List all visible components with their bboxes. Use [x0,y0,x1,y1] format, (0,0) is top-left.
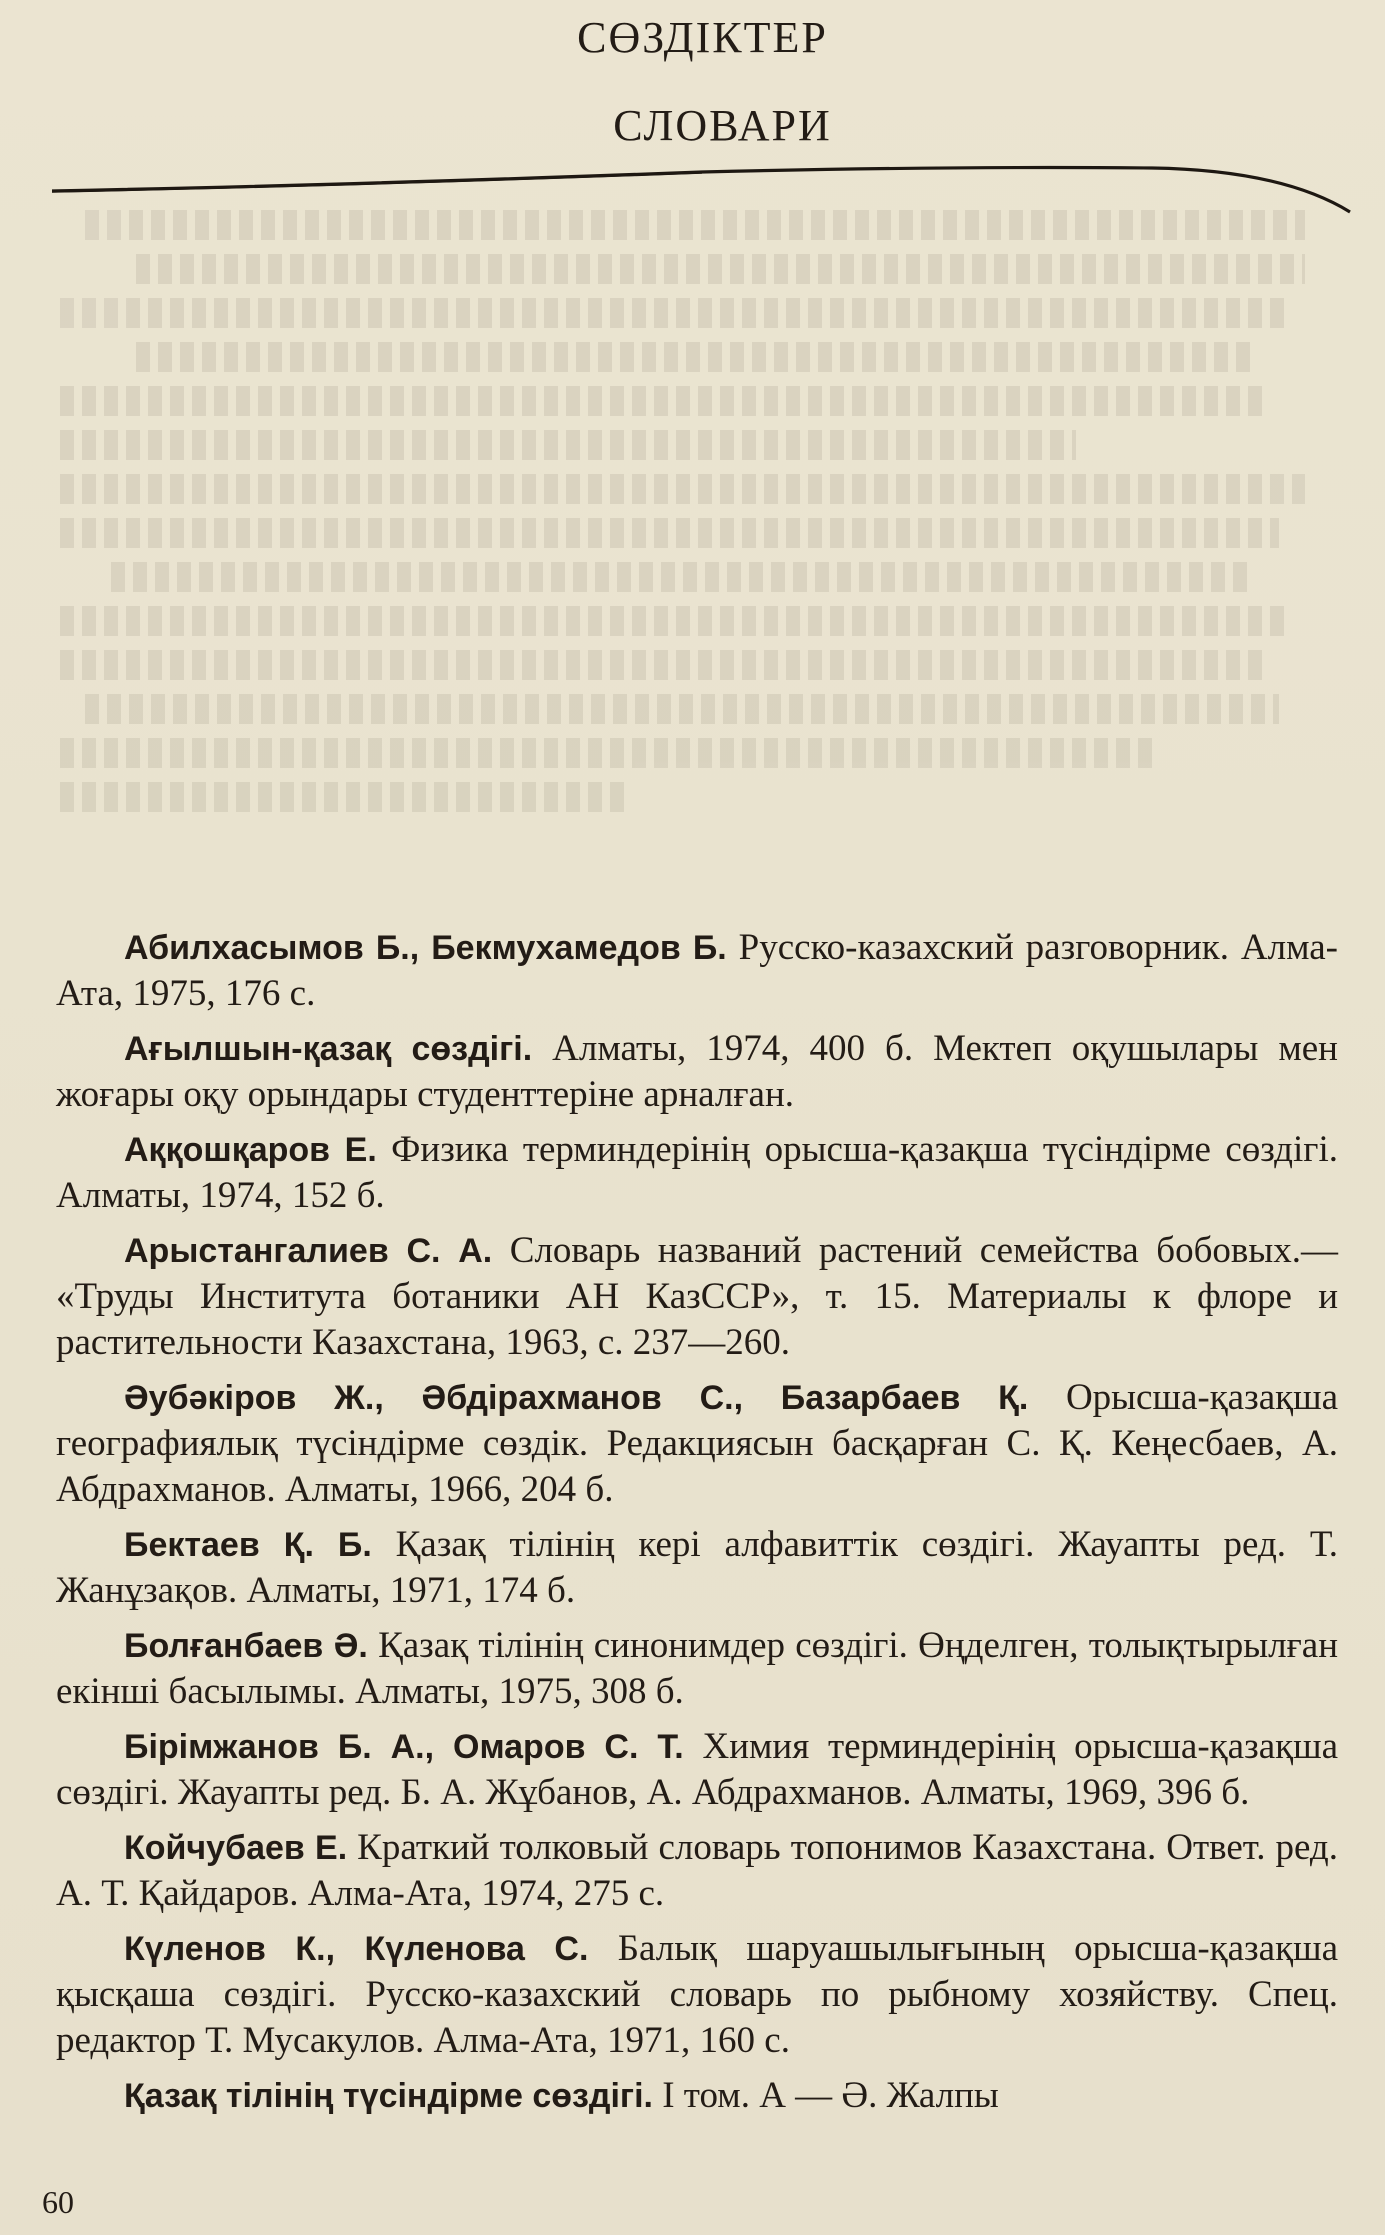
entry-author: Қазақ тілінің түсіндірме сөздігі. [124,2077,653,2115]
entry-text: Алматы, 1974, 400 б. Мектеп оқушылары мен жоғары оқу орындары студенттеріне арналған. [56,1028,1338,1115]
entry-text: Орысша-қазақша географиялық түсіндірме сөздік. Редакциясын басқарған С. Қ. Кеңесбаев, А. Абдрахманов. Алматы, 1966, 204 б. [56,1377,1339,1510]
entry-author: Болғанбаев Ә. [124,1627,368,1665]
entry-author: Аққошқаров Е. [124,1131,377,1169]
bibliography-entry [56,1724,1338,1816]
entry-text: Химия терминдерінің орысша-қазақша сөздігі. Жауапты ред. Б. А. Жұбанов, А. Абдрахманов. Алматы, 1969, 396 б. [56,1726,1339,1813]
bibliography-list [56,925,1338,2128]
entry-author: Ағылшын-қазақ сөздігі. [124,1030,533,1068]
entry-text: Қазақ тілінің синонимдер сөздігі. Өңделген, толықтырылған екінші басылымы. Алматы, 1975, 308 б. [56,1625,1338,1712]
entry-text: I том. А — Ә. Жалпы [662,2075,999,2116]
entry-author: Бірімжанов Б. А., Омаров С. Т. [124,1728,684,1766]
bibliography-entry [56,1522,1338,1614]
page-number: 60 [42,2184,74,2220]
bibliography-entry [56,1026,1338,1118]
entry-text: Краткий толковый словарь топонимов Казахстана. Ответ. ред. А. Т. Қайдаров. Алма-Ата, 1974, 275 с. [56,1827,1338,1914]
entry-text: Словарь названий растений семейства бобовых.— «Труды Института ботаники АН КазССР», т. 15. Материалы к флоре и растительности Казахстана, 1963, с. 237—260. [56,1230,1338,1363]
bibliography-entry [56,1926,1338,2064]
entry-text: Физика терминдерінің орысша-қазақша түсіндірме сөздігі. Алматы, 1974, 152 б. [56,1129,1338,1216]
entry-text: Русско-казахский разговорник. Алма-Ата, 1975, 176 с. [56,927,1338,1014]
entry-author: Әубәкіров Ж., Әбдірахманов С., Базарбаев Қ. [124,1379,1029,1417]
entry-author: Койчубаев Е. [124,1829,348,1867]
section-title-russian: СЛОВАРИ [613,101,832,150]
bibliography-entry [56,1375,1338,1513]
entry-author: Бектаев Қ. Б. [124,1526,372,1564]
entry-text: Қазақ тілінің кері алфавиттік сөздігі. Жауапты ред. Т. Жанұзақов. Алматы, 1971, 174 б. [56,1524,1338,1611]
entry-author: Күленов К., Күленова С. [124,1930,589,1968]
entry-author: Абилхасымов Б., Бекмухамедов Б. [124,929,727,967]
bibliography-entry [56,2073,1338,2119]
bibliography-entry [56,1127,1338,1219]
entry-author: Арыстангалиев С. А. [124,1232,493,1270]
bibliography-entry [56,1825,1338,1917]
section-title-kazakh: СӨЗДІКТЕР [577,13,828,62]
bibliography-entry [56,1623,1338,1715]
bibliography-entry [56,925,1338,1017]
entry-text: Балық шаруашылығының орысша-қазақша қысқаша сөздігі. Русско-казахский словарь по рыбному хозяйству. Спец. редактор Т. Мусакулов. Алма-Ата, 1971, 160 с. [56,1928,1338,2061]
bibliography-entry [56,1228,1338,1366]
bleed-through-text [60,210,1330,910]
